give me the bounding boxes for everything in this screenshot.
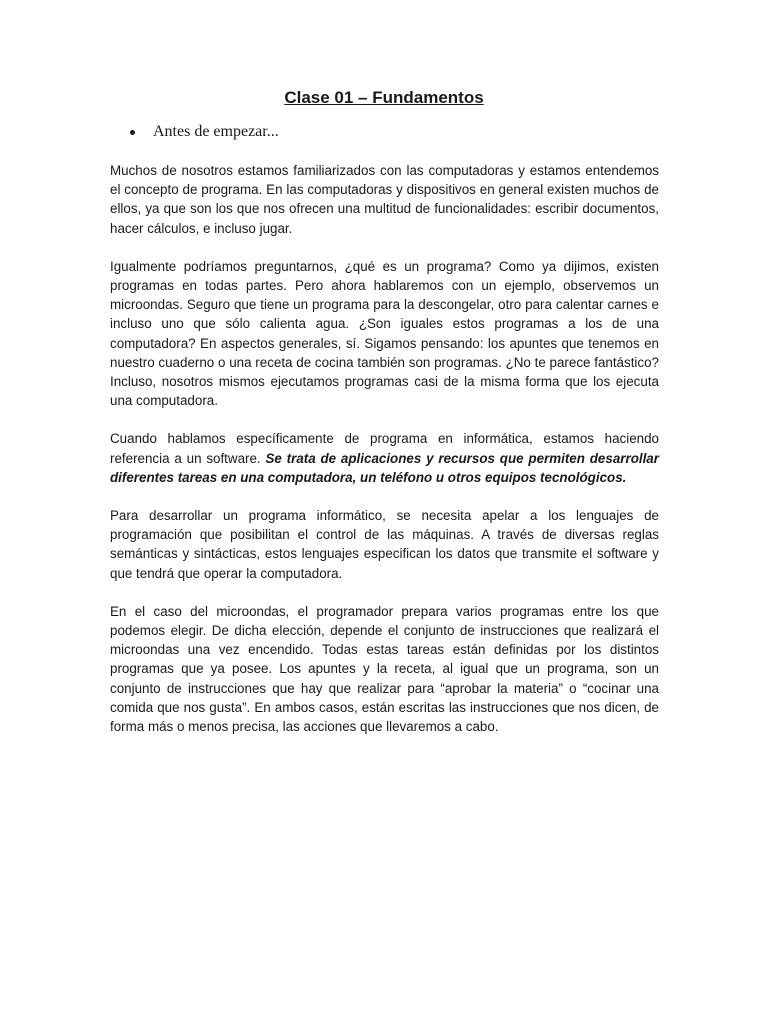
paragraph-4: Para desarrollar un programa informático, se necesita apelar a los lenguajes de programación que posibilitan el control de las máquinas. A través de diversas reglas semánticas y sintácticas, estos lenguajes especifican los datos que transmite el software y que tendrá que operar la computadora. [110, 508, 659, 581]
paragraph-5: En el caso del microondas, el programador prepara varios programas entre los que podemos elegir. De dicha elección, depende el conjunto de instrucciones que realizará el microondas una vez encendido. Todas estas tareas están definidas por los distintos programas que ya posee. Los apuntes y la receta, al igual que un programa, son un conjunto de instrucciones que hay que realizar para “aprobar la materia” o “cocinar una comida que nos gusta”. En ambos casos, están escritas las instrucciones que nos dicen, de forma más o menos precisa, las acciones que llevaremos a cabo. [110, 603, 659, 735]
bullet-text: Antes de empezar... [153, 123, 279, 140]
bullet-icon [130, 130, 135, 135]
paragraph-3-emphasis: Se trata de aplicaciones y recursos que permiten desarrollar diferentes tareas en una computadora, un teléfono u otros equipos tecnológicos. [110, 450, 659, 485]
paragraph-3-text: Cuando hablamos específicamente de programa en informática, estamos haciendo referencia a un software. [110, 431, 659, 466]
paragraph-3 [110, 429, 659, 487]
paragraph-2: Igualmente podríamos preguntarnos, ¿qué es un programa? Como ya dijimos, existen programas en todas partes. Pero ahora hablaremos con un ejemplo, observemos un microondas. Seguro que tiene un programa para la descongelar, otro para calentar carnes e incluso uno que sólo calienta agua. ¿Son iguales estos programas a los de una computadora? En aspectos generales, sí. Sigamos pensando: los apuntes que tenemos en nuestro cuaderno o una receta de cocina también son programas. ¿No te parece fantástico? Incluso, nosotros mismos ejecutamos programas casi de la misma forma que los ejecuta una computadora. [110, 258, 659, 409]
document-body [110, 161, 659, 755]
paragraph-1: Muchos de nosotros estamos familiarizados con las computadoras y estamos entendemos el concepto de programa. En las computadoras y dispositivos en general existen muchos de ellos, ya que son los que nos ofrecen una multitud de funcionalidades: escribir documentos, hacer cálculos, e incluso jugar. [110, 163, 659, 236]
bullet-list [130, 123, 279, 141]
list-item [130, 123, 279, 141]
page-title: Clase 01 – Fundamentos [284, 88, 484, 107]
